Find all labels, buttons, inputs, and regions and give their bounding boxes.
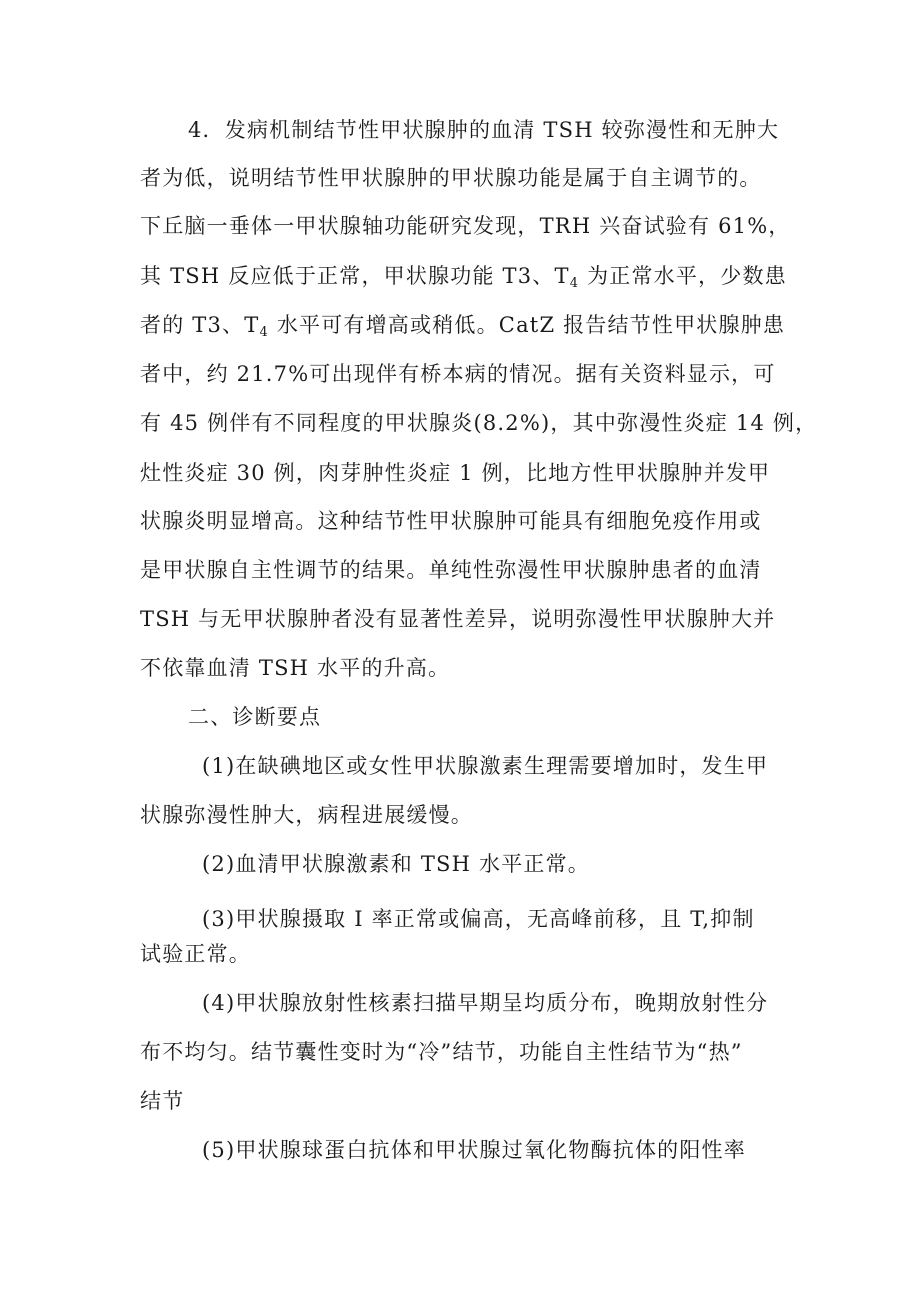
list-item-2-line: (2)血清甲状腺激素和 TSH 水平正常。 [202, 852, 591, 876]
text-segment: 者的 T3、T [140, 313, 260, 337]
text-line: 不依靠血清 TSH 水平的升高。 [140, 656, 451, 680]
text-line: 状腺炎明显增高。这种结节性甲状腺肿可能具有细胞免疫作用或 [140, 509, 762, 533]
text-segment: 为正常水平，少数患 [579, 264, 787, 288]
text-line: 灶性炎症 30 例，肉芽肿性炎症 1 例，比地方性甲状腺肿并发甲 [140, 461, 771, 485]
text-line: 有 45 例伴有不同程度的甲状腺炎(8.2%)，其中弥漫性炎症 14 例， [140, 411, 818, 435]
text-line [140, 311, 785, 339]
text-line: 是甲状腺自主性调节的结果。单纯性弥漫性甲状腺肿患者的血清 [140, 558, 762, 582]
text-line [140, 262, 787, 290]
list-item-4-line: 布不均匀。结节囊性变时为“冷”结节，功能自主性结节为“热” [140, 1040, 743, 1064]
list-item-4-line: 结节 [140, 1089, 185, 1113]
text-line: 者为低，说明结节性甲状腺肿的甲状腺功能是属于自主调节的。 [140, 166, 762, 190]
subscript: 4 [569, 276, 580, 291]
text-line: 下丘脑一垂体一甲状腺轴功能研究发现，TRH 兴奋试验有 61%， [140, 214, 791, 238]
subscript: 4 [259, 325, 269, 340]
section-heading: 二、诊断要点 [188, 705, 322, 729]
text-line: 4．发病机制结节性甲状腺肿的血清 TSH 较弥漫性和无肿大 [188, 118, 780, 142]
list-item-1-line: 状腺弥漫性肿大，病程进展缓慢。 [140, 803, 473, 827]
list-item-5-line: (5)甲状腺球蛋白抗体和甲状腺过氧化物酶抗体的阳性率 [202, 1138, 746, 1162]
text-segment: 其 TSH 反应低于正常，甲状腺功能 T3、T [140, 264, 570, 288]
text-segment: 水平可有增高或稍低。CatZ 报告结节性甲状腺肿患 [268, 313, 786, 337]
text-line: TSH 与无甲状腺肿者没有显著性差异，说明弥漫性甲状腺肿大并 [140, 607, 776, 631]
list-item-4-line: (4)甲状腺放射性核素扫描早期呈均质分布，晚期放射性分 [202, 991, 769, 1015]
list-item-3-line: 试验正常。 [140, 942, 251, 966]
text-line: 者中，约 21.7%可出现伴有桥本病的情况。据有关资料显示，可 [140, 362, 776, 386]
list-item-1-line: (1)在缺碘地区或女性甲状腺激素生理需要增加时，发生甲 [202, 754, 769, 778]
list-item-3-line: (3)甲状腺摄取 I 率正常或偏高，无高峰前移，且 T,抑制 [202, 907, 755, 931]
